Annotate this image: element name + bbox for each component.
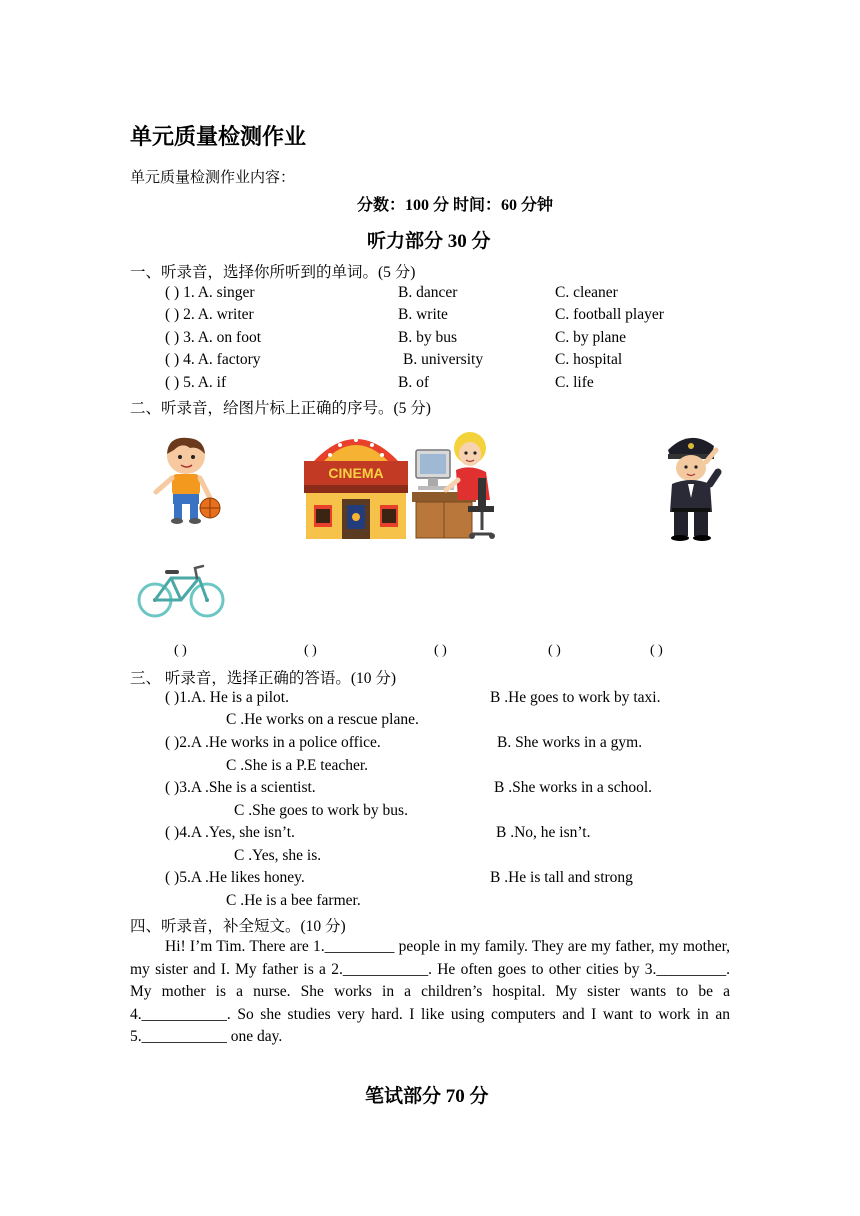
s2-blank-4[interactable]: ( )	[548, 643, 561, 658]
s3-item1-option-b: B .He goes to work by taxi.	[490, 689, 661, 706]
writing-heading: 笔试部分 70 分	[365, 1086, 489, 1107]
section2-heading: 二、听录音，给图片标上正确的序号。(5 分)	[130, 400, 431, 417]
section4-passage-text: Hi! I’m Tim. There are 1._________ people in my family. They are my father, my mother, my sister and I. My father is a 2.___________. He often goes to other cities by 3._________. My mother is a nurse. She works in a children’s hospital. My sister wants to be a 4.___________. So she studies very hard. I like using computers and I want to work in an 5.___________ one day.	[130, 938, 730, 1046]
police-officer-picture	[660, 432, 722, 542]
listening-heading: 听力部分 30 分	[367, 231, 491, 252]
s1-row1-question: ( ) 1. A. singer	[165, 284, 255, 301]
section4-heading: 四、听录音，补全短文。(10 分)	[130, 918, 346, 935]
s1-row2-question: ( ) 2. A. writer	[165, 306, 254, 323]
s1-row5-option-c: C. life	[555, 374, 594, 391]
s3-item1-option-c: C .He works on a rescue plane.	[226, 711, 419, 728]
s2-blank-2[interactable]: ( )	[304, 643, 317, 658]
s1-row2-option-c: C. football player	[555, 306, 664, 323]
s3-item2-option-b: B. She works in a gym.	[497, 734, 643, 751]
s1-row3-option-c: C. by plane	[555, 329, 627, 346]
s2-blank-5[interactable]: ( )	[650, 643, 663, 658]
s1-row4-question: ( ) 4. A. factory	[165, 351, 261, 368]
s3-item5-question: ( )5.A .He likes honey.	[165, 869, 305, 886]
s3-item5-option-b: B .He is tall and strong	[490, 869, 633, 886]
bicycle-picture	[137, 560, 225, 620]
s3-item2-option-c: C .She is a P.E teacher.	[226, 757, 369, 774]
s3-item3-question: ( )3.A .She is a scientist.	[165, 779, 316, 796]
s3-item5-option-c: C .He is a bee farmer.	[226, 892, 361, 909]
s3-item4-option-b: B .No, he isn’t.	[496, 824, 591, 841]
s1-row4-option-b: B. university	[403, 351, 484, 368]
s3-item2-question: ( )2.A .He works in a police office.	[165, 734, 381, 751]
s1-row1-option-b: B. dancer	[398, 284, 458, 301]
cinema-picture	[300, 425, 412, 541]
s1-row5-question: ( ) 5. A. if	[165, 374, 227, 391]
s2-blank-3[interactable]: ( )	[434, 643, 447, 658]
cinema-sign-text: CINEMA	[328, 465, 384, 481]
s1-row1-option-c: C. cleaner	[555, 284, 618, 301]
s1-row5-option-b: B. of	[398, 374, 429, 391]
score-time-line: 分数：100 分 时间：60 分钟	[357, 197, 554, 214]
s1-row2-option-b: B. write	[398, 306, 448, 323]
s3-item4-question: ( )4.A .Yes, she isn’t.	[165, 824, 295, 841]
s2-blank-1[interactable]: ( )	[174, 643, 187, 658]
s3-item3-option-c: C .She goes to work by bus.	[234, 802, 408, 819]
section4-passage	[130, 936, 730, 1049]
s3-item3-option-b: B .She works in a school.	[494, 779, 653, 796]
boy-basketball-picture	[146, 434, 226, 526]
s1-row4-option-c: C. hospital	[555, 351, 623, 368]
s3-item1-question: ( )1.A. He is a pilot.	[165, 689, 289, 706]
page-title: 单元质量检测作业	[130, 125, 307, 150]
woman-computer-picture	[412, 430, 504, 542]
s3-item4-option-c: C .Yes, she is.	[234, 847, 322, 864]
page-subtitle: 单元质量检测作业内容：	[130, 168, 296, 186]
s1-row3-question: ( ) 3. A. on foot	[165, 329, 262, 346]
section1-heading: 一、听录音，选择你所听到的单词。(5 分)	[130, 264, 416, 281]
s1-row3-option-b: B. by bus	[398, 329, 457, 346]
section3-heading: 三、 听录音，选择正确的答语。(10 分)	[130, 670, 397, 687]
